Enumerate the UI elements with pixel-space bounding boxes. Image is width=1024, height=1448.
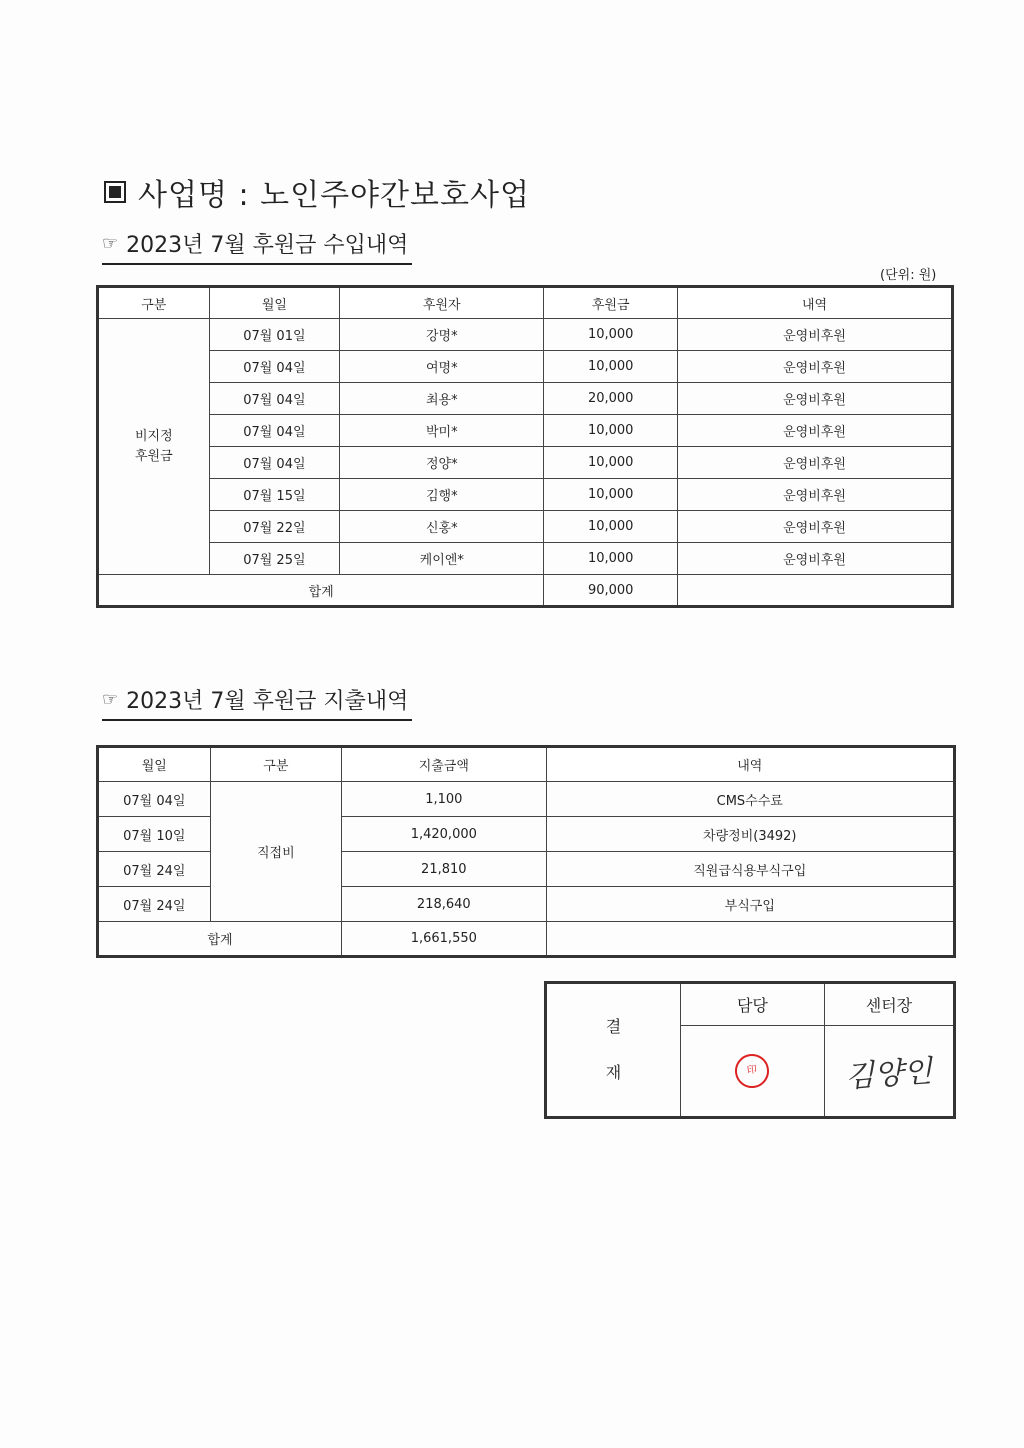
donor-cell: 최용* [340,383,544,415]
amount-cell: 1,420,000 [342,817,546,852]
donor-cell: 정양* [340,447,544,479]
date-cell: 07월 04일 [209,447,340,479]
header-cell: 월일 [209,287,340,319]
handwritten-signature: 김양인 [844,1054,934,1095]
total-detail-empty [546,922,954,957]
header-cell: 구분 [210,747,342,782]
detail-cell: 직원급식용부식구입 [546,852,954,887]
date-cell: 07월 01일 [209,319,340,351]
header-cell: 구분 [98,287,210,319]
black-square-box-icon [104,181,126,203]
header-cell: 월일 [98,747,211,782]
table-row [98,319,953,351]
detail-cell: 운영비후원 [678,319,953,351]
date-cell: 07월 15일 [209,479,340,511]
approval-box [544,981,956,1119]
director-sign-cell [824,1026,954,1118]
date-cell: 07월 25일 [209,543,340,575]
date-cell: 07월 22일 [209,511,340,543]
pointing-hand-icon: ☞ [102,233,119,254]
date-cell: 07월 24일 [98,887,211,922]
detail-cell: 운영비후원 [678,479,953,511]
amount-cell: 218,640 [342,887,546,922]
header-cell: 내역 [678,287,953,319]
table-row [98,543,953,575]
page-title [104,170,530,214]
table-row [98,511,953,543]
table-row [98,383,953,415]
donor-cell: 강명* [340,319,544,351]
unit-label: (단위: 원) [880,268,937,283]
detail-cell: 운영비후원 [678,383,953,415]
detail-cell: 운영비후원 [678,447,953,479]
detail-cell: CMS수수료 [546,782,954,817]
total-amount: 1,661,550 [342,922,546,957]
date-cell: 07월 04일 [98,782,211,817]
donor-cell: 여명* [340,351,544,383]
detail-cell: 운영비후원 [678,543,953,575]
date-cell: 07월 24일 [98,852,211,887]
table-header-row [98,287,953,319]
approval-label-bottom: 재 [605,1063,622,1082]
staff-stamp-cell [680,1026,824,1118]
total-detail-empty [678,575,953,607]
table-row [98,479,953,511]
date-cell: 07월 04일 [209,351,340,383]
detail-cell: 운영비후원 [678,415,953,447]
page-title-text: 사업명 : 노인주야간보호사업 [138,178,530,213]
detail-cell: 운영비후원 [678,351,953,383]
approval-header-row [546,983,955,1026]
total-label: 합계 [98,922,342,957]
table-row [98,447,953,479]
amount-cell: 10,000 [544,543,678,575]
date-cell: 07월 04일 [209,383,340,415]
amount-cell: 10,000 [544,511,678,543]
pointing-hand-icon: ☞ [102,689,119,710]
date-cell: 07월 10일 [98,817,211,852]
category-cell: 직접비 [210,782,342,922]
income-table [96,285,954,608]
amount-cell: 10,000 [544,415,678,447]
date-cell: 07월 04일 [209,415,340,447]
amount-cell: 20,000 [544,383,678,415]
table-row [98,415,953,447]
detail-cell: 차량정비(3492) [546,817,954,852]
total-amount: 90,000 [544,575,678,607]
total-label: 합계 [98,575,544,607]
table-row [98,782,955,817]
header-cell: 내역 [546,747,954,782]
amount-cell: 10,000 [544,479,678,511]
detail-cell: 운영비후원 [678,511,953,543]
header-cell: 후원자 [340,287,544,319]
donor-cell: 박미* [340,415,544,447]
table-row [98,351,953,383]
donor-cell: 케이엔* [340,543,544,575]
amount-cell: 10,000 [544,319,678,351]
total-row [98,922,955,957]
approval-label [546,983,681,1118]
expense-heading [102,684,412,721]
header-cell: 지출금액 [342,747,546,782]
donor-cell: 김행* [340,479,544,511]
expense-table [96,745,956,958]
income-heading-text: 2023년 7월 후원금 수입내역 [126,233,409,258]
donor-cell: 신홍* [340,511,544,543]
expense-heading-text: 2023년 7월 후원금 지출내역 [126,689,409,714]
amount-cell: 10,000 [544,351,678,383]
amount-cell: 1,100 [342,782,546,817]
income-heading [102,228,412,265]
category-cell: 비지정 후원금 [98,319,210,575]
seal-stamp-icon: 印 [733,1052,771,1090]
detail-cell: 부식구입 [546,887,954,922]
table-header-row [98,747,955,782]
total-row [98,575,953,607]
amount-cell: 21,810 [342,852,546,887]
approval-col-staff: 담당 [680,983,824,1026]
header-cell: 후원금 [544,287,678,319]
amount-cell: 10,000 [544,447,678,479]
approval-label-top: 결 [605,1017,622,1036]
approval-col-director: 센터장 [824,983,954,1026]
